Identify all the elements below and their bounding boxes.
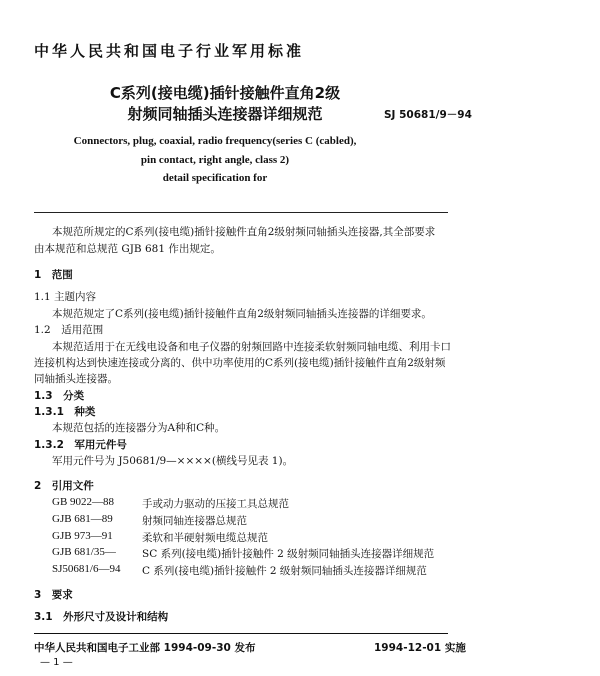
issuer-date: 中华人民共和国电子工业部 1994-09-30 发布 [34,642,256,654]
section-3-heading: 3 要求 [34,589,73,601]
section-1-3-heading: 1.3 分类 [34,390,85,402]
intro-line-2: 由本规范和总规范 GJB 681 作出规定。 [34,243,221,255]
section-3-1-heading: 3.1 外形尺寸及设计和结构 [34,611,169,623]
english-title-line-3: detail specification for [162,172,268,184]
title-divider [34,212,448,213]
footer-divider [34,633,448,634]
reference-id: GJB 681—89 [52,513,113,525]
intro-line-1: 本规范所规定的C系列(接电缆)插针接触件直角2级射频同轴插头连接器,其全部要求 [52,226,436,238]
reference-id: GB 9022—88 [52,496,115,508]
section-1-2-line-2: 连接机构达到快速连接或分离的、供中功率使用的C系列(接电缆)插针接触件直角2级射频 [34,357,446,369]
section-1-2-heading: 1.2 适用范围 [34,324,104,336]
section-1-3-1-heading: 1.3.1 种类 [34,406,96,418]
reference-id: SJ50681/6—94 [52,563,121,575]
english-title-line-1: Connectors, plug, coaxial, radio frequency(series C (cabled), [73,135,357,147]
section-1-1-heading: 1.1 主题内容 [34,291,97,303]
section-1-3-2-text: 军用元件号为 J50681/9—××××(横线号见表 1)。 [52,455,294,467]
title-line-2: 射频同轴插头连接器详细规范 [127,105,323,123]
reference-title: 手或动力驱动的压接工具总规范 [142,498,289,510]
standard-header: 中华人民共和国电子行业军用标准 [34,42,305,60]
reference-id: GJB 973—91 [52,530,113,542]
page-number: — 1 — [40,657,73,668]
title-line-1: C系列(接电缆)插针接触件直角2级 [109,84,341,102]
section-2-heading: 2 引用文件 [34,480,94,492]
section-1-3-2-heading: 1.3.2 军用元件号 [34,439,127,451]
section-1-2-line-1: 本规范适用于在无线电设备和电子仪器的射频回路中连接柔软射频同轴电缆、利用卡口 [52,341,451,353]
standard-code: SJ 50681/9－94 [384,109,472,121]
section-1-1-text: 本规范规定了C系列(接电缆)插针接触件直角2级射频同轴插头连接器的详细要求。 [52,308,432,320]
section-1-3-1-text: 本规范包括的连接器分为A种和C种。 [52,422,226,434]
section-1-2-line-3: 同轴插头连接器。 [34,373,118,385]
section-1-heading: 1 范围 [34,269,73,281]
effective-date: 1994-12-01 实施 [374,642,466,654]
reference-title: 射频同轴连接器总规范 [142,515,247,527]
reference-title: 柔软和半硬射频电缆总规范 [142,532,268,544]
reference-id: GJB 681/35— [52,546,116,558]
reference-title: C 系列(接电缆)插针接触件 2 级射频同轴插头连接器详细规范 [142,565,427,577]
reference-title: SC 系列(接电缆)插针接触件 2 级射频同轴插头连接器详细规范 [142,548,435,560]
english-title-line-2: pin contact, right angle, class 2) [140,154,290,166]
